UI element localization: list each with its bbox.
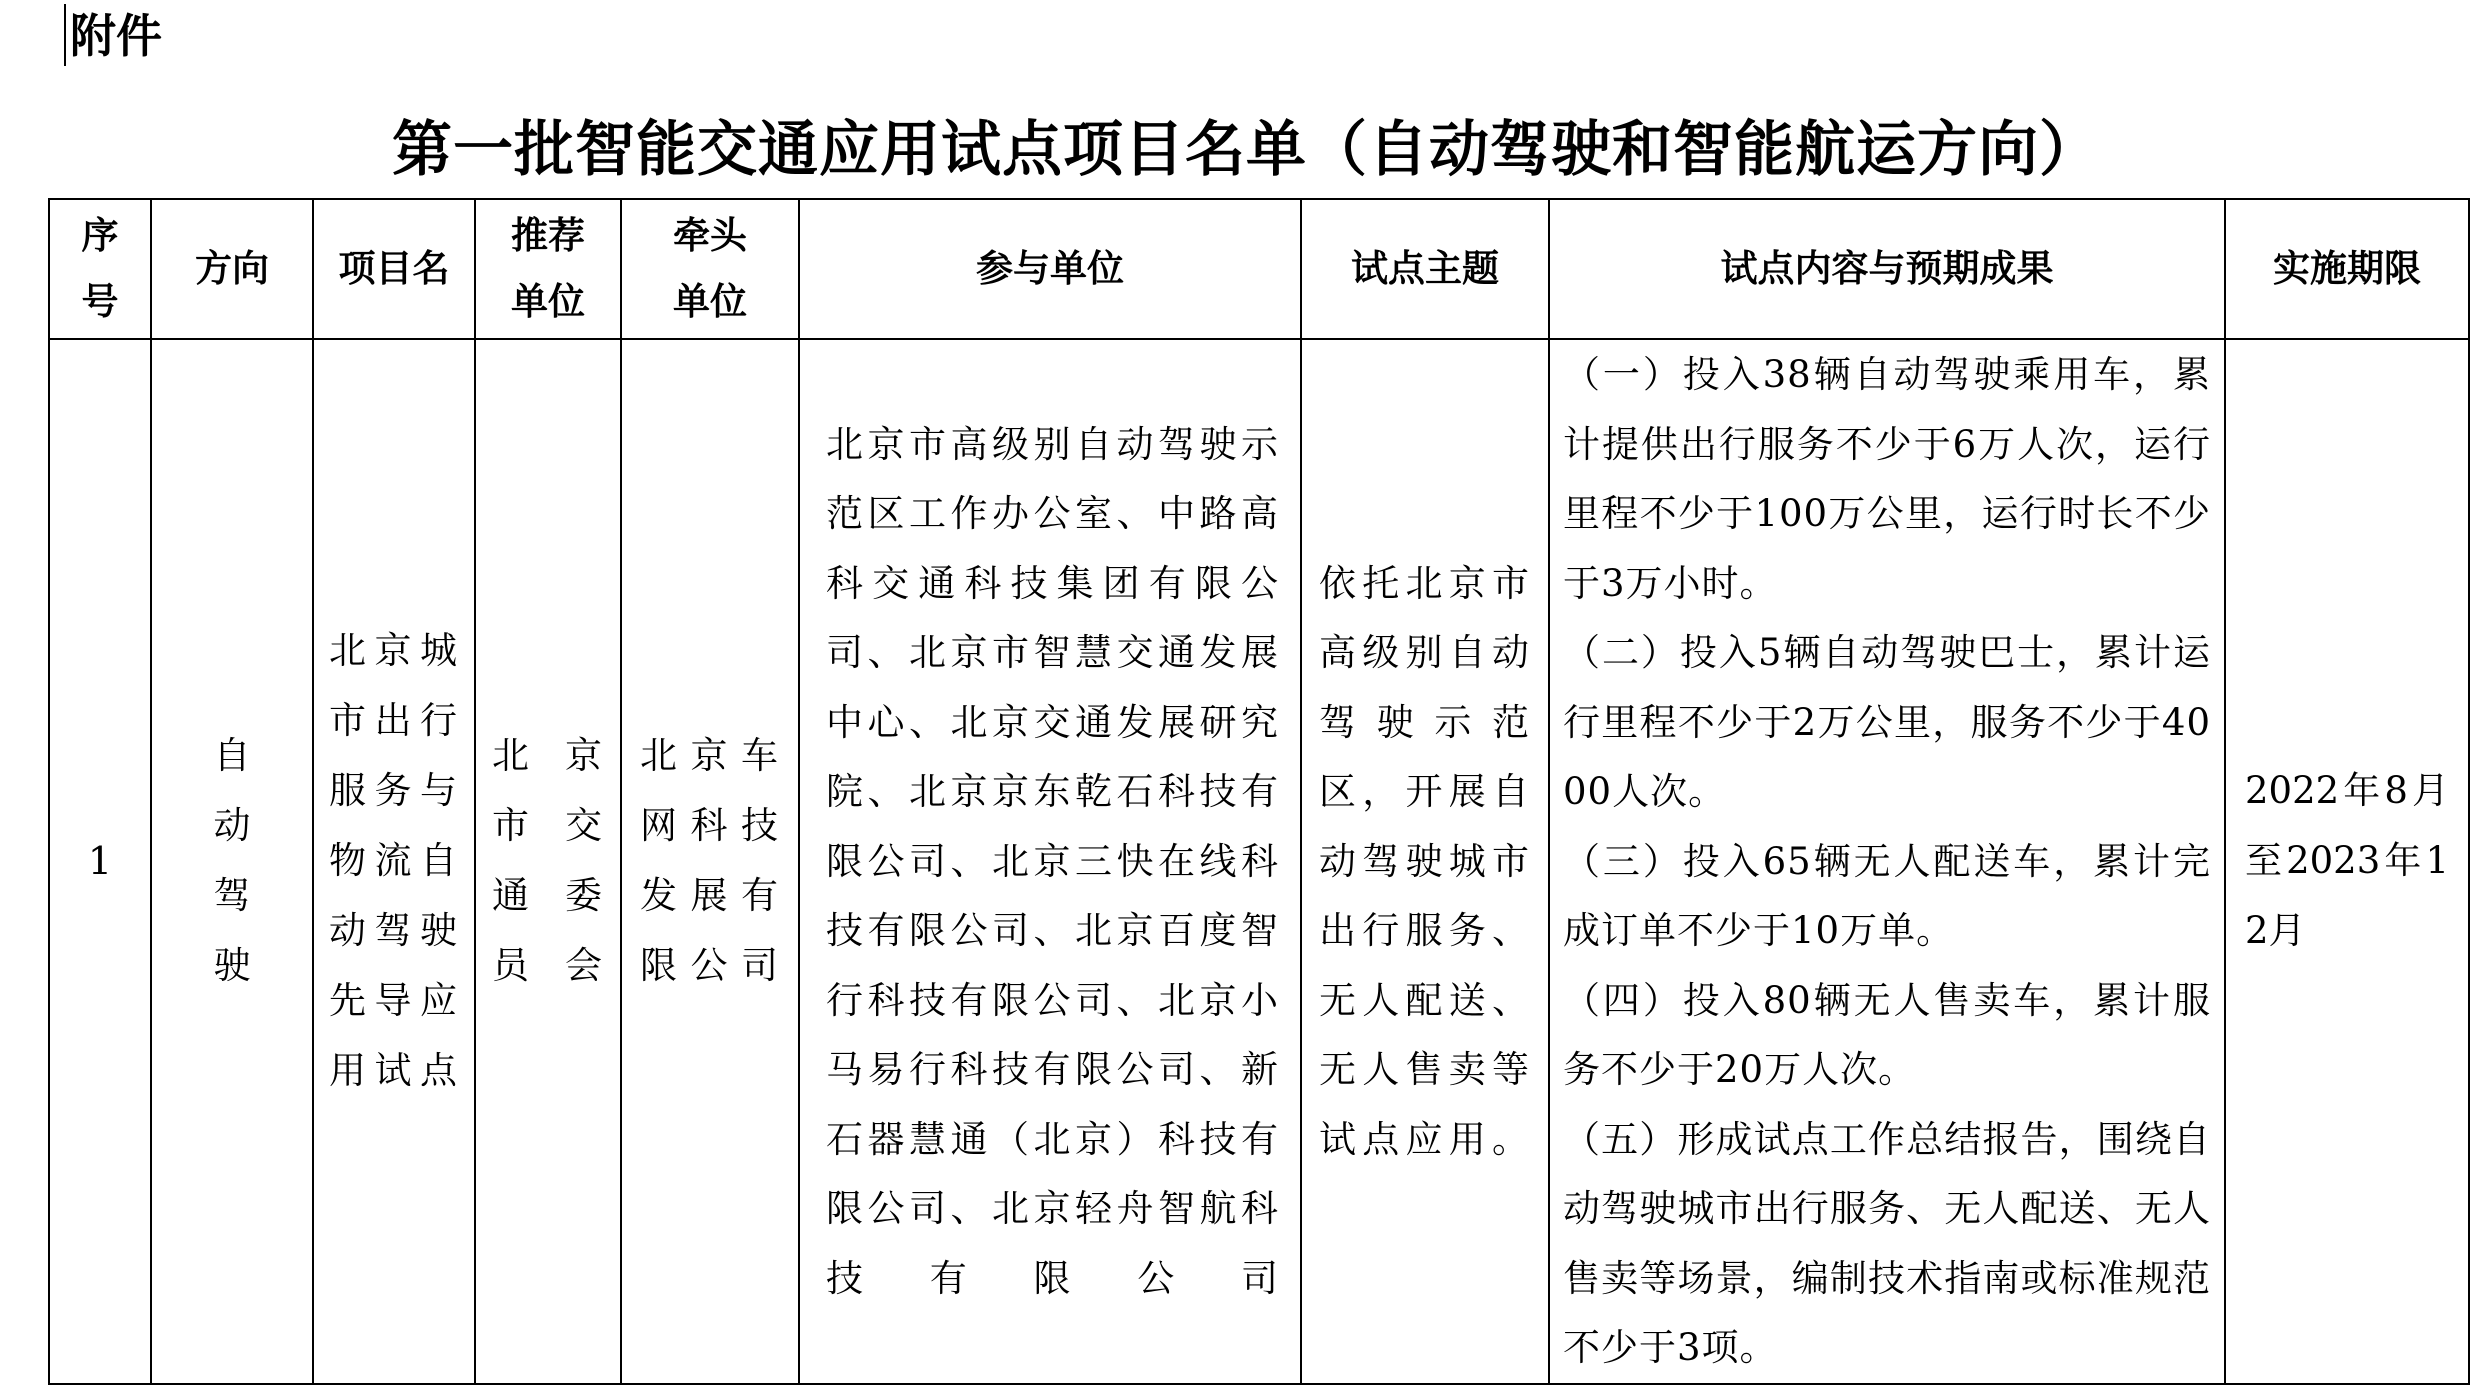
- pilot-theme-value: 依托北京市高级别自动驾驶示范区，开展自动驾驶城市出行服务、无人配送、无人售卖等试点应用。: [1319, 561, 1531, 1161]
- direction-value: 自动驾驶: [213, 734, 251, 988]
- cell-lead-unit: [621, 339, 799, 1384]
- column-header-direction: 方向: [151, 199, 313, 339]
- seq-value: 1: [87, 839, 113, 884]
- text-cursor: [64, 4, 66, 66]
- content-item: （一）投入38辆自动驾驶乘用车，累计提供出行服务不少于6万人次，运行里程不少于100万公里，运行时长不少于3万小时。: [1563, 353, 2211, 605]
- content-item: （四）投入80辆无人售卖车，累计服务不少于20万人次。: [1563, 978, 2211, 1091]
- column-header-period: 实施期限: [2225, 199, 2469, 339]
- project-name-value: 北京城市出行服务与物流自动驾驶先导应用试点: [329, 629, 459, 1093]
- lead-unit-value: 北京车网科技发展有限公司: [640, 734, 780, 988]
- attachment-label: 附件: [70, 9, 162, 63]
- column-header-seq: 序号: [49, 199, 151, 339]
- cell-seq: [49, 339, 151, 1384]
- table-row: [49, 339, 2469, 1384]
- column-header-project-name: 项目名: [313, 199, 475, 339]
- period-value: 2022年8月至2023年12月: [2245, 769, 2449, 953]
- cell-content: [1549, 339, 2225, 1384]
- content-item: （二）投入5辆自动驾驶巴士，累计运行里程不少于2万公里，服务不少于4000人次。: [1563, 631, 2211, 813]
- column-header-lead-unit: 牵头单位: [621, 199, 799, 339]
- cell-project-name: [313, 339, 475, 1384]
- cell-pilot-theme: [1301, 339, 1549, 1384]
- content-item: （三）投入65辆无人配送车，累计完成订单不少于10万单。: [1563, 839, 2211, 952]
- pilot-projects-table: [48, 198, 2470, 1385]
- content-item: （五）形成试点工作总结报告，围绕自动驾驶城市出行服务、无人配送、无人售卖等场景，编制技术指南或标准规范不少于3项。: [1563, 1117, 2211, 1369]
- column-header-recommending-unit: 推荐单位: [475, 199, 621, 339]
- cell-participants: [799, 339, 1301, 1384]
- table-header-row: [49, 199, 2469, 339]
- cell-direction: [151, 339, 313, 1384]
- column-header-content: 试点内容与预期成果: [1549, 199, 2225, 339]
- recommending-unit-value: 北京市交通委员会: [492, 734, 604, 988]
- cell-recommending-unit: [475, 339, 621, 1384]
- page-title: 第一批智能交通应用试点项目名单（自动驾驶和智能航运方向）: [392, 115, 2100, 185]
- cell-period: [2225, 339, 2469, 1384]
- participants-value: 北京市高级别自动驾驶示范区工作办公室、中路高科交通科技集团有限公司、北京市智慧交通发展中心、北京交通发展研究院、北京京东乾石科技有限公司、北京三快在线科技有限公司、北京百度智行科技有限公司、北京小马易行科技有限公司、新石器慧通（北京）科技有限公司、北京轻舟智航科技有限公司: [826, 422, 1280, 1300]
- column-header-pilot-theme: 试点主题: [1301, 199, 1549, 339]
- content-list: [1563, 340, 2211, 1383]
- column-header-participants: 参与单位: [799, 199, 1301, 339]
